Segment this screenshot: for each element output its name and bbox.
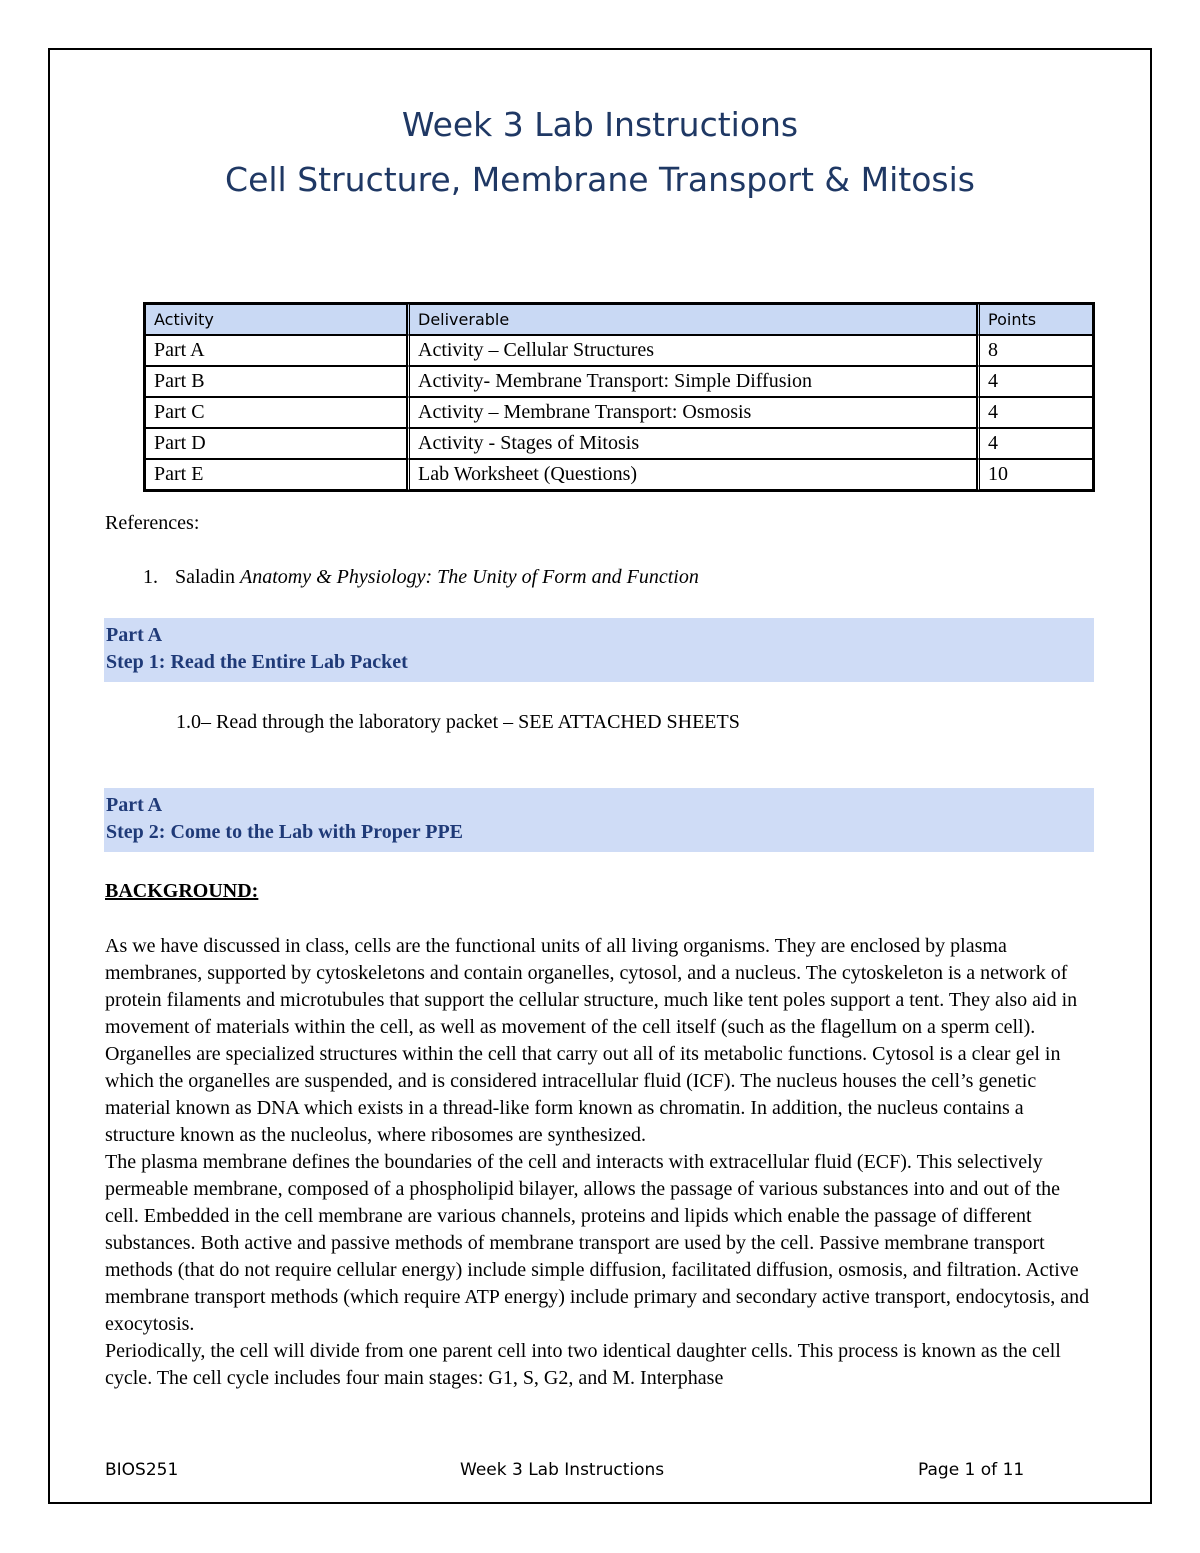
footer-course: BIOS251 <box>105 1460 179 1480</box>
step1-banner <box>104 618 1094 682</box>
cell-deliverable: Lab Worksheet (Questions) <box>407 459 977 490</box>
cell-activity: Part E <box>145 459 407 490</box>
background-paragraph: Periodically, the cell will divide from one parent cell into two identical daughter cells. This process is known as the cell cycle. The cell cycle includes four main stages: G1, S, G2, and M. Interphase <box>105 1340 1061 1389</box>
cell-deliverable: Activity- Membrane Transport: Simple Diffusion <box>407 366 977 397</box>
step1-part-label: Part A <box>106 624 163 646</box>
deliverables-table <box>143 302 1095 492</box>
step1-text: 1.0– Read through the laboratory packet – SEE ATTACHED SHEETS <box>176 711 740 733</box>
cell-points: 4 <box>977 428 1093 459</box>
cell-activity: Part A <box>145 335 407 366</box>
cell-activity: Part D <box>145 428 407 459</box>
cell-activity: Part C <box>145 397 407 428</box>
cell-deliverable: Activity – Cellular Structures <box>407 335 977 366</box>
background-paragraph: The plasma membrane defines the boundaries of the cell and interacts with extracellular fluid (ECF). This selectively permeable membrane, composed of a phospholipid bilayer, allows the passage of various substances into and out of the cell. Embedded in the cell membrane are various channels, proteins and lipids which enable the passage of different substances. Both active and passive methods of membrane transport are used by the cell. Passive membrane transport methods (that do not require cellular energy) include simple diffusion, facilitated diffusion, osmosis, and filtration. Active membrane transport methods (which require ATP energy) include primary and secondary active transport, endocytosis, and exocytosis. <box>105 1151 1090 1335</box>
header-activity: Activity <box>145 304 407 335</box>
document-title: Week 3 Lab Instructions <box>401 105 799 144</box>
reference-title: Anatomy & Physiology: The Unity of Form and Function <box>240 566 699 588</box>
step2-banner <box>104 788 1094 852</box>
references-label: References: <box>105 512 200 534</box>
cell-activity: Part B <box>145 366 407 397</box>
table-row <box>145 428 1093 459</box>
step1-heading: Step 1: Read the Entire Lab Packet <box>106 651 408 673</box>
footer-page-number: Page 1 of 11 <box>918 1460 1025 1480</box>
step2-part-label: Part A <box>106 794 163 816</box>
table-header-row <box>145 304 1093 335</box>
header-points: Points <box>977 304 1093 335</box>
table-row <box>145 366 1093 397</box>
reference-author: Saladin <box>175 566 235 588</box>
cell-deliverable: Activity - Stages of Mitosis <box>407 428 977 459</box>
cell-points: 4 <box>977 366 1093 397</box>
background-body <box>105 933 1095 1392</box>
footer-doc-title: Week 3 Lab Instructions <box>460 1460 665 1480</box>
cell-points: 10 <box>977 459 1093 490</box>
reference-item <box>143 566 699 589</box>
table-row <box>145 335 1093 366</box>
header-deliverable: Deliverable <box>407 304 977 335</box>
table-row <box>145 459 1093 490</box>
background-paragraph: As we have discussed in class, cells are the functional units of all living organisms. They are enclosed by plasma membranes, supported by cytoskeletons and contain organelles, cytosol, and a nucleus. The cytoskeleton is a network of protein filaments and microtubules that support the cellular structure, much like tent poles support a tent. They also aid in movement of materials within the cell, as well as movement of the cell itself (such as the flagellum on a sperm cell). Organelles are specialized structures within the cell that carry out all of its metabolic functions. Cytosol is a clear gel in which the organelles are suspended, and is considered intracellular fluid (ICF). The nucleus houses the cell’s genetic material known as DNA which exists in a thread-like form known as chromatin. In addition, the nucleus contains a structure known as the nucleolus, where ribosomes are synthesized. <box>105 935 1078 1146</box>
cell-points: 4 <box>977 397 1093 428</box>
step2-heading: Step 2: Come to the Lab with Proper PPE <box>106 821 464 843</box>
table-row <box>145 397 1093 428</box>
cell-points: 8 <box>977 335 1093 366</box>
cell-deliverable: Activity – Membrane Transport: Osmosis <box>407 397 977 428</box>
background-heading: BACKGROUND: <box>105 880 259 902</box>
document-subtitle: Cell Structure, Membrane Transport & Mitosis <box>225 160 975 199</box>
reference-number: 1. <box>143 566 158 588</box>
